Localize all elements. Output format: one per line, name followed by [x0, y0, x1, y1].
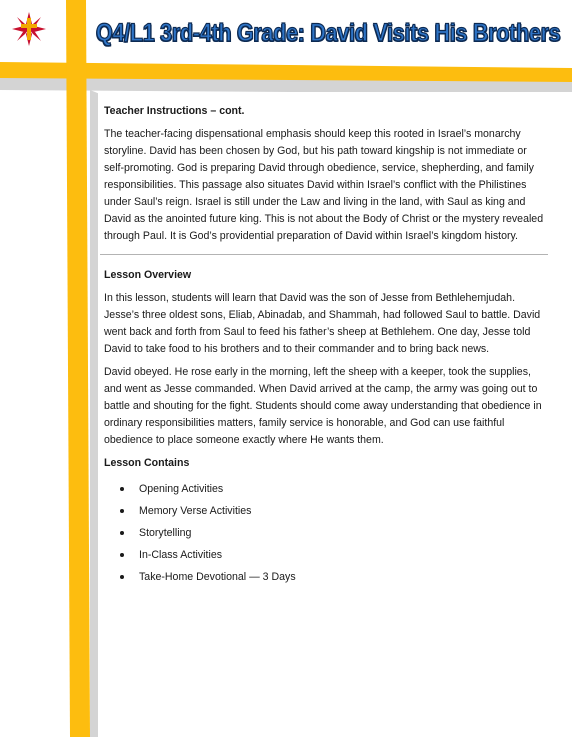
bullet-icon [120, 575, 124, 579]
list-item-label: Take-Home Devotional — 3 Days [139, 571, 296, 583]
list-item [104, 478, 544, 500]
bullet-icon [120, 487, 124, 491]
teacher-instructions-body: The teacher-facing dispensational emphasis should keep this rooted in Israel’s monarchy storyline. David has been chosen by God, but his path toward kingship is not immediate or self-promoting. God is preparing David through obedience, service, shepherding, and family responsibilities. This passage also situates David within Israel’s conflict with the Philistines under Saul’s reign. Israel is still under the Law and living in the land, with Saul as king and David as the anointed future king. This is not about the Body of Christ or the mystery revealed through Paul. It is God’s providential preparation of David within Israel’s kingdom history. [104, 128, 544, 242]
lesson-contains-list [104, 478, 544, 588]
section-divider [100, 254, 548, 255]
list-item-label: Storytelling [139, 527, 192, 539]
bullet-icon [120, 553, 124, 557]
list-item-label: Memory Verse Activities [139, 505, 252, 517]
lesson-contains-heading: Lesson Contains [104, 457, 190, 469]
list-item-label: In-Class Activities [139, 549, 223, 561]
cross-vertical-bar [66, 0, 90, 737]
church-logo-icon [10, 10, 48, 48]
lesson-overview-paragraph-2: David obeyed. He rose early in the morning, left the sheep with a keeper, took the supplies, and went as Jesse commanded. When David arrived at the camp, the army was going out to battle and shouting for the fight. Students should come away understanding that obedience in ordinary responsibilities matters, family service is honorable, and God can use faithful obedience to place someone exactly where He wants them. [104, 366, 542, 446]
page-title: Q4/L1 3rd-4th Grade: David Visits His Brothers [96, 19, 561, 47]
lesson-overview-heading: Lesson Overview [104, 269, 192, 281]
list-item-label: Opening Activities [139, 483, 224, 495]
main-content [104, 103, 544, 588]
list-item [104, 522, 544, 544]
lesson-overview-paragraph-1: In this lesson, students will learn that David was the son of Jesse from Bethlehemjudah. Jesse’s three oldest sons, Eliab, Abinadab, and Shammah, had followed Saul to battle. David went back and forth from Saul to feed his father’s sheep at Bethlehem. One day, Jesse told David to take food to his brothers and to their commander and to bring back news. [104, 292, 541, 355]
list-item [104, 500, 544, 522]
list-item [104, 544, 544, 566]
bullet-icon [120, 531, 124, 535]
bullet-icon [120, 509, 124, 513]
list-item [104, 566, 544, 588]
teacher-instructions-heading: Teacher Instructions – cont. [104, 105, 245, 117]
